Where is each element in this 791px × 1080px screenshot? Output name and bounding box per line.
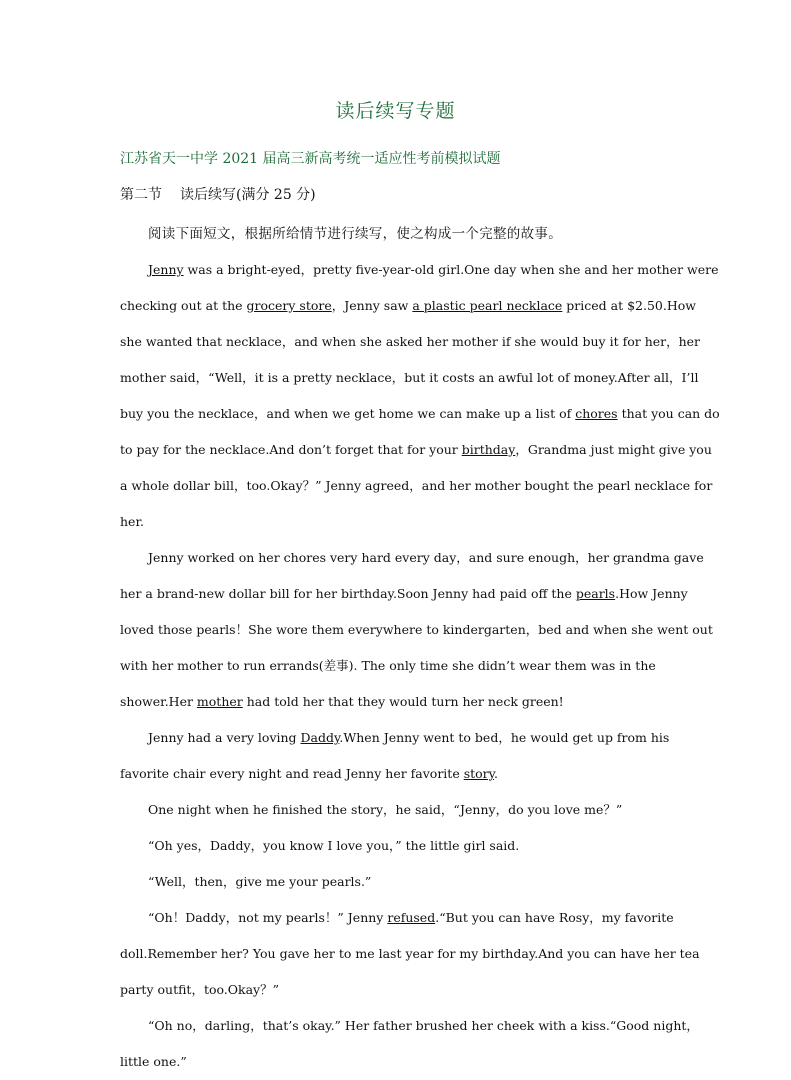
underlined-word: Jenny [148, 262, 184, 277]
paragraph-text: “Well，then，give me your pearls.” [148, 874, 372, 889]
underlined-word: chores [575, 406, 618, 421]
passage-body [120, 216, 720, 1080]
paragraph-text: priced at $2.50.How she wanted that necklace，and when she asked her mother if she would buy it for her，her mother said，“Well，it is a pretty necklace，but it costs an awful lot of money.After all，I’ll buy you the necklace，and when we get home we can make up a list of [120, 298, 701, 421]
paragraph-text: “Oh no，darling，that’s okay.” Her father brushed her cheek with a kiss.“Good night，little one.” [120, 1018, 699, 1069]
passage-paragraph [120, 540, 720, 720]
underlined-word: a plastic pearl necklace [412, 298, 563, 313]
paragraph-text: . [494, 766, 499, 781]
underlined-word: grocery store [246, 298, 332, 313]
passage-paragraph [120, 1008, 720, 1080]
paragraph-text: .How Jenny loved those pearls！She wore them everywhere to kindergarten，bed and when she went out with her mother to run errands(差事). The only time she didn’t wear them was in the shower.Her [120, 586, 713, 709]
passage-paragraphs [120, 252, 720, 1080]
paragraph-text: ，Jenny saw [331, 298, 413, 313]
paragraph-text: Jenny worked on her chores very hard every day，and sure enough，her grandma gave her a brand-new dollar bill for her birthday.Soon Jenny had paid off the [120, 550, 704, 601]
passage-paragraph [120, 252, 720, 540]
underlined-word: mother [196, 694, 243, 709]
paragraph-text: “Oh yes，Daddy，you know I love you，” the little girl said. [148, 838, 520, 853]
paragraph-text: One night when he finished the story，he said，“Jenny，do you love me？” [148, 802, 623, 817]
underlined-word: story [463, 766, 495, 781]
paragraph-text: that you can do to pay for the necklace.And don’t forget that for your [120, 406, 720, 457]
paragraph-text: .When Jenny went to bed，he would get up from his favorite chair every night and read Jenny her favorite [120, 730, 670, 781]
underlined-word: Daddy [300, 730, 340, 745]
exam-subtitle: 江苏省天一中学 2021 届高三新高考统一适应性考前模拟试题 [120, 151, 501, 167]
paragraph-text: “Oh！Daddy，not my pearls！” Jenny [148, 910, 388, 925]
passage-paragraph [120, 720, 720, 792]
section-part: 第二节 [120, 187, 162, 203]
document-title: 读后续写专题 [335, 100, 456, 122]
paragraph-text: .“But you can have Rosy，my favorite doll.Remember her? You gave her to me last year for my birthday.And you can have her tea party outfit，too.Okay？” [120, 910, 700, 997]
paragraph-text: was a bright-eyed，pretty five-year-old girl.One day when she and her mother were checking out at the [120, 262, 719, 313]
passage-paragraph [120, 864, 720, 900]
underlined-word: refused [387, 910, 436, 925]
section-heading [120, 184, 316, 204]
section-name: 读后续写(满分 25 分) [180, 187, 316, 203]
underlined-word: birthday [461, 442, 516, 457]
paragraph-text: Jenny had a very loving [148, 730, 301, 745]
paragraph-text: had told her that they would turn her neck green! [242, 694, 564, 709]
paragraph-text: ，Grandma just might give you a whole dollar bill，too.Okay？” Jenny agreed，and her mother bought the pearl necklace for her. [120, 442, 713, 529]
passage-paragraph [120, 828, 720, 864]
passage-paragraph [120, 900, 720, 1008]
instruction-text: 阅读下面短文，根据所给情节进行续写，使之构成一个完整的故事。 [148, 226, 562, 242]
underlined-word: pearls [575, 586, 616, 601]
passage-paragraph [120, 792, 720, 828]
